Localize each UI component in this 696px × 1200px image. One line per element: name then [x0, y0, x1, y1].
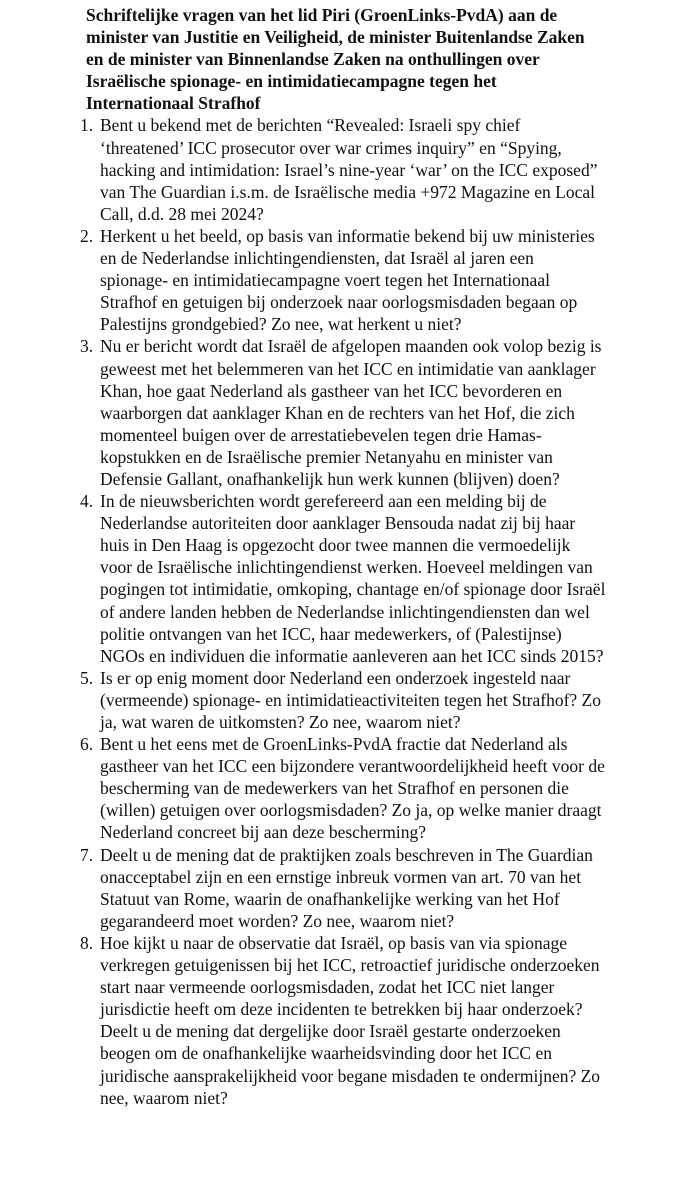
question-item-7: [80, 844, 606, 932]
question-number: 5.: [80, 667, 94, 688]
question-item-8: [80, 932, 606, 1109]
question-number: 8.: [80, 932, 94, 953]
question-text: Herkent u het beeld, op basis van informatie bekend bij uw ministeries en de Nederlandse inlichtingendiensten, dat Israël al jaren een spionage- en intimidatiecampagne voert tegen het Internationaal Strafhof en getuigen bij onderzoek naar oorlogsmisdaden begaan op Palestijns grondgebied? Zo nee, wat herkent u niet?: [100, 225, 595, 335]
question-list: [80, 114, 606, 1108]
question-number: 6.: [80, 734, 94, 755]
question-text: Hoe kijkt u naar de observatie dat Israël, op basis van via spionage verkregen getuigenissen bij het ICC, retroactief juridische onderzoeken start naar vermeende oorlogsmisdaden, zodat het ICC niet langer jurisdictie heeft om deze incidenten te betrekken bij haar onderzoek? Deelt u de mening dat dergelijke door Israël gestarte onderzoeken beogen om de onafhankelijke waarheidsvinding door het ICC en juridische aansprakelijkheid voor begane misdaden te ondermijnen? Zo nee, waarom niet?: [100, 932, 601, 1108]
question-number: 1.: [80, 115, 94, 136]
question-item-1: [80, 114, 606, 224]
question-item-2: [80, 225, 606, 335]
question-number: 3.: [80, 336, 94, 357]
question-item-3: [80, 335, 606, 490]
question-number: 2.: [80, 225, 94, 246]
question-text: Deelt u de mening dat de praktijken zoals beschreven in The Guardian onacceptabel zijn en een ernstige inbreuk vormen van art. 70 van het Statuut van Rome, waarin de onafhankelijke werking van het Hof gegarandeerd moet worden? Zo nee, waarom niet?: [100, 844, 593, 931]
question-number: 4.: [80, 491, 94, 512]
question-text: Bent u het eens met de GroenLinks-PvdA fractie dat Nederland als gastheer van het ICC een bijzondere verantwoordelijkheid heeft voor de bescherming van de medewerkers van het Strafhof en personen die (willen) getuigen over oorlogsmisdaden? Zo ja, op welke manier draagt Nederland concreet bij aan deze bescherming?: [100, 734, 605, 843]
document-page: [80, 4, 606, 1109]
question-item-6: [80, 733, 606, 843]
question-text: Is er op enig moment door Nederland een onderzoek ingesteld naar (vermeende) spionage- en intimidatieactiviteiten tegen het Strafhof? Zo ja, wat waren de uitkomsten? Zo nee, waarom niet?: [100, 667, 601, 732]
question-text: Bent u bekend met de berichten “Revealed: Israeli spy chief ‘threatened’ ICC prosecutor over war crimes inquiry” en “Spying, hacking and intimidation: Israel’s nine-year ‘war’ on the ICC exposed” van The Guardian i.s.m. de Israëlische media +972 Magazine en Local Call, d.d. 28 mei 2024?: [100, 115, 598, 224]
question-item-5: [80, 667, 606, 733]
question-item-4: [80, 490, 606, 667]
question-number: 7.: [80, 844, 94, 865]
question-text: In de nieuwsberichten wordt gerefereerd aan een melding bij de Nederlandse autoriteiten door aanklager Bensouda nadat zij bij haar huis in Den Haag is opgezocht door twee mannen die vermoedelijk voor de Israëlische inlichtingendienst werken. Hoeveel meldingen van pogingen tot intimidatie, omkoping, chantage en/of spionage door Israël of andere landen hebben de Nederlandse inlichtingendiensten dan wel politie ontvangen van het ICC, haar medewerkers, of (Palestijnse) NGOs en individuen die informatie aanleveren aan het ICC sinds 2015?: [100, 491, 606, 666]
document-title: Schriftelijke vragen van het lid Piri (GroenLinks-PvdA) aan de minister van Justitie en Veiligheid, de minister Buitenlandse Zaken en de minister van Binnenlandse Zaken na onthullingen over Israëlische spionage- en intimidatiecampagne tegen het Internationaal Strafhof: [86, 5, 585, 114]
question-text: Nu er bericht wordt dat Israël de afgelopen maanden ook volop bezig is geweest met het belemmeren van het ICC en intimidatie van aanklager Khan, hoe gaat Nederland als gastheer van het ICC bevorderen en waarborgen dat aanklager Khan en de rechters van het Hof, die zich momenteel buigen over de arrestatiebevelen tegen drie Hamas-kopstukken en de Israëlische premier Netanyahu en minister van Defensie Gallant, onafhankelijk hun werk kunnen (blijven) doen?: [100, 336, 602, 489]
